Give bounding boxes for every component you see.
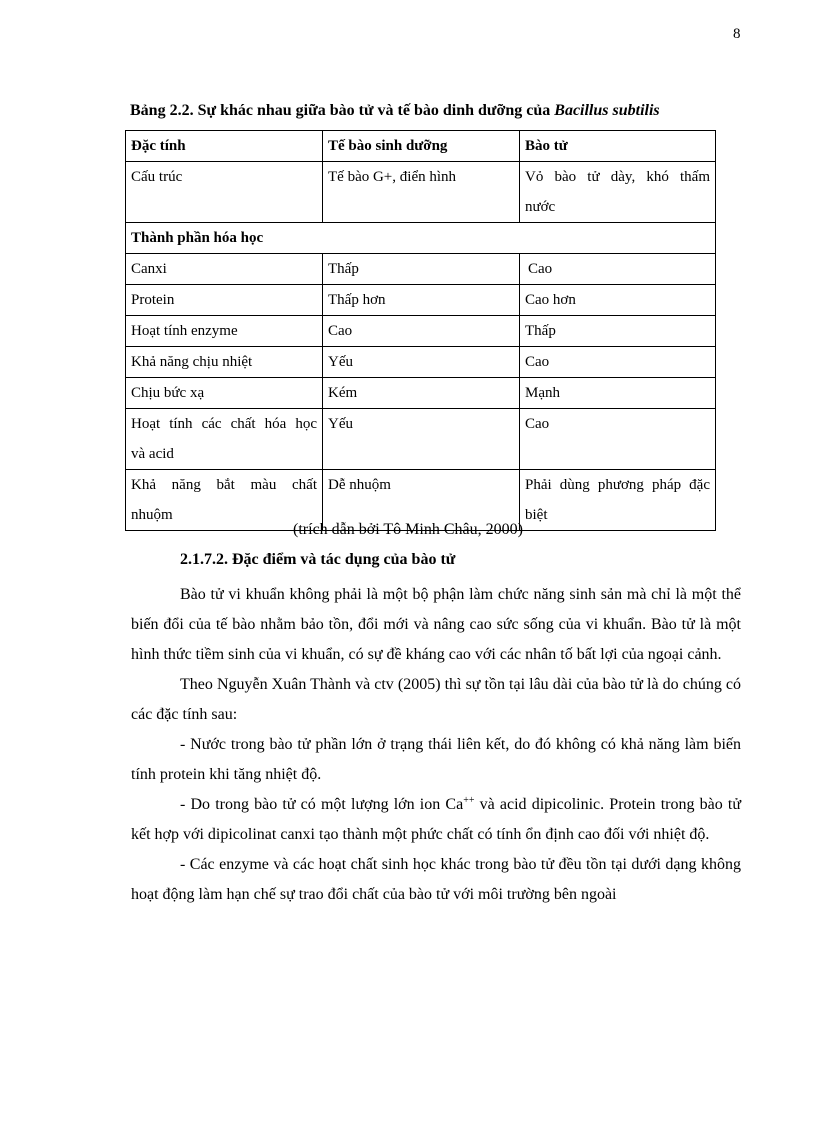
cell-property-line2: nhuộm (131, 507, 173, 523)
header-vegetative: Tế bào sinh dưỡng (323, 131, 520, 162)
table-row (126, 285, 716, 316)
cell-spore-line1: Phải dùng phương pháp đặc (525, 477, 710, 493)
paragraph: Bào tử vi khuẩn không phải là một bộ phận làm chức năng sinh sản mà chỉ là một thể biến đổi của tế bào nhằm bảo tồn, đổi mới và nâng cao sức sống của vi khuẩn. Bào tử là một hình thức tiềm sinh của vi khuẩn, có sự đề kháng cao với các nhân tố bất lợi của ngoại cảnh. (131, 586, 741, 663)
cell-property: Cấu trúc (126, 162, 323, 223)
table-header-row (126, 131, 716, 162)
table-row (126, 162, 716, 223)
cell-property: Khả năng chịu nhiệt (126, 347, 323, 378)
table-row (126, 254, 716, 285)
cell-spore: Cao hơn (520, 285, 716, 316)
cell-property: Chịu bức xạ (126, 378, 323, 409)
cell-vegetative: Tế bào G+, điển hình (323, 162, 520, 223)
cell-vegetative: Thấp (323, 254, 520, 285)
cell-vegetative: Yếu (323, 409, 520, 470)
caption-text: Bảng 2.2. Sự khác nhau giữa bào tử và tế bào dinh dưỡng của (130, 102, 555, 119)
cell-spore: Mạnh (520, 378, 716, 409)
cell-property: Canxi (126, 254, 323, 285)
cell-property: Hoạt tính enzyme (126, 316, 323, 347)
paragraph (131, 790, 741, 850)
cell-spore: Cao (520, 347, 716, 378)
paragraph-text: và acid dipicolinic. Protein trong bào tử kết hợp với dipicolinat canxi tạo thành một phức chất có tính ổn định cao đối với nhiệt độ. (131, 796, 742, 843)
cell-spore-line2: nước (525, 199, 556, 215)
table-row (126, 347, 716, 378)
comparison-table (125, 130, 716, 531)
cell-property (126, 409, 323, 470)
cell-spore-line2: biệt (525, 507, 548, 523)
table-source: (trích dẫn bởi Tô Minh Châu, 2000) (293, 521, 523, 538)
cell-vegetative: Dễ nhuộm (323, 470, 520, 531)
superscript-charge: ++ (463, 795, 475, 806)
cell-property-line1: Hoạt tính các chất hóa học (131, 416, 317, 432)
cell-spore: Cao (520, 254, 716, 285)
paragraph: - Nước trong bào tử phần lớn ở trạng thái liên kết, do đó không có khả năng làm biến tính protein khi tăng nhiệt độ. (131, 736, 741, 783)
body-text (131, 580, 741, 910)
header-property: Đặc tính (126, 131, 323, 162)
header-spore: Bào tử (520, 131, 716, 162)
table-caption (130, 102, 750, 120)
cell-spore (520, 162, 716, 223)
caption-species: Bacillus subtilis (554, 102, 660, 119)
cell-vegetative: Yếu (323, 347, 520, 378)
page-number: 8 (733, 26, 741, 42)
cell-spore: Cao (520, 409, 716, 470)
cell-spore: Thấp (520, 316, 716, 347)
table-row (126, 409, 716, 470)
table-section-row (126, 223, 716, 254)
paragraph-text: - Do trong bào tử có một lượng lớn ion Ca (180, 796, 464, 813)
section-heading: 2.1.7.2. Đặc điểm và tác dụng của bào tử (180, 551, 456, 568)
cell-property-line2: và acid (131, 446, 174, 462)
section-label: Thành phần hóa học (126, 223, 716, 254)
cell-vegetative: Thấp hơn (323, 285, 520, 316)
cell-spore-line1: Vỏ bào tử dày, khó thấm (525, 169, 710, 185)
cell-property: Protein (126, 285, 323, 316)
paragraph: Theo Nguyễn Xuân Thành và ctv (2005) thì sự tồn tại lâu dài của bào tử là do chúng có các đặc tính sau: (131, 676, 741, 723)
table-row (126, 316, 716, 347)
paragraph: - Các enzyme và các hoạt chất sinh học khác trong bào tử đều tồn tại dưới dạng không hoạt động làm hạn chế sự trao đổi chất của bào tử với môi trường bên ngoài (131, 856, 741, 903)
cell-vegetative: Cao (323, 316, 520, 347)
cell-vegetative: Kém (323, 378, 520, 409)
cell-property-line1: Khả năng bắt màu chất (131, 477, 317, 493)
table-row (126, 378, 716, 409)
